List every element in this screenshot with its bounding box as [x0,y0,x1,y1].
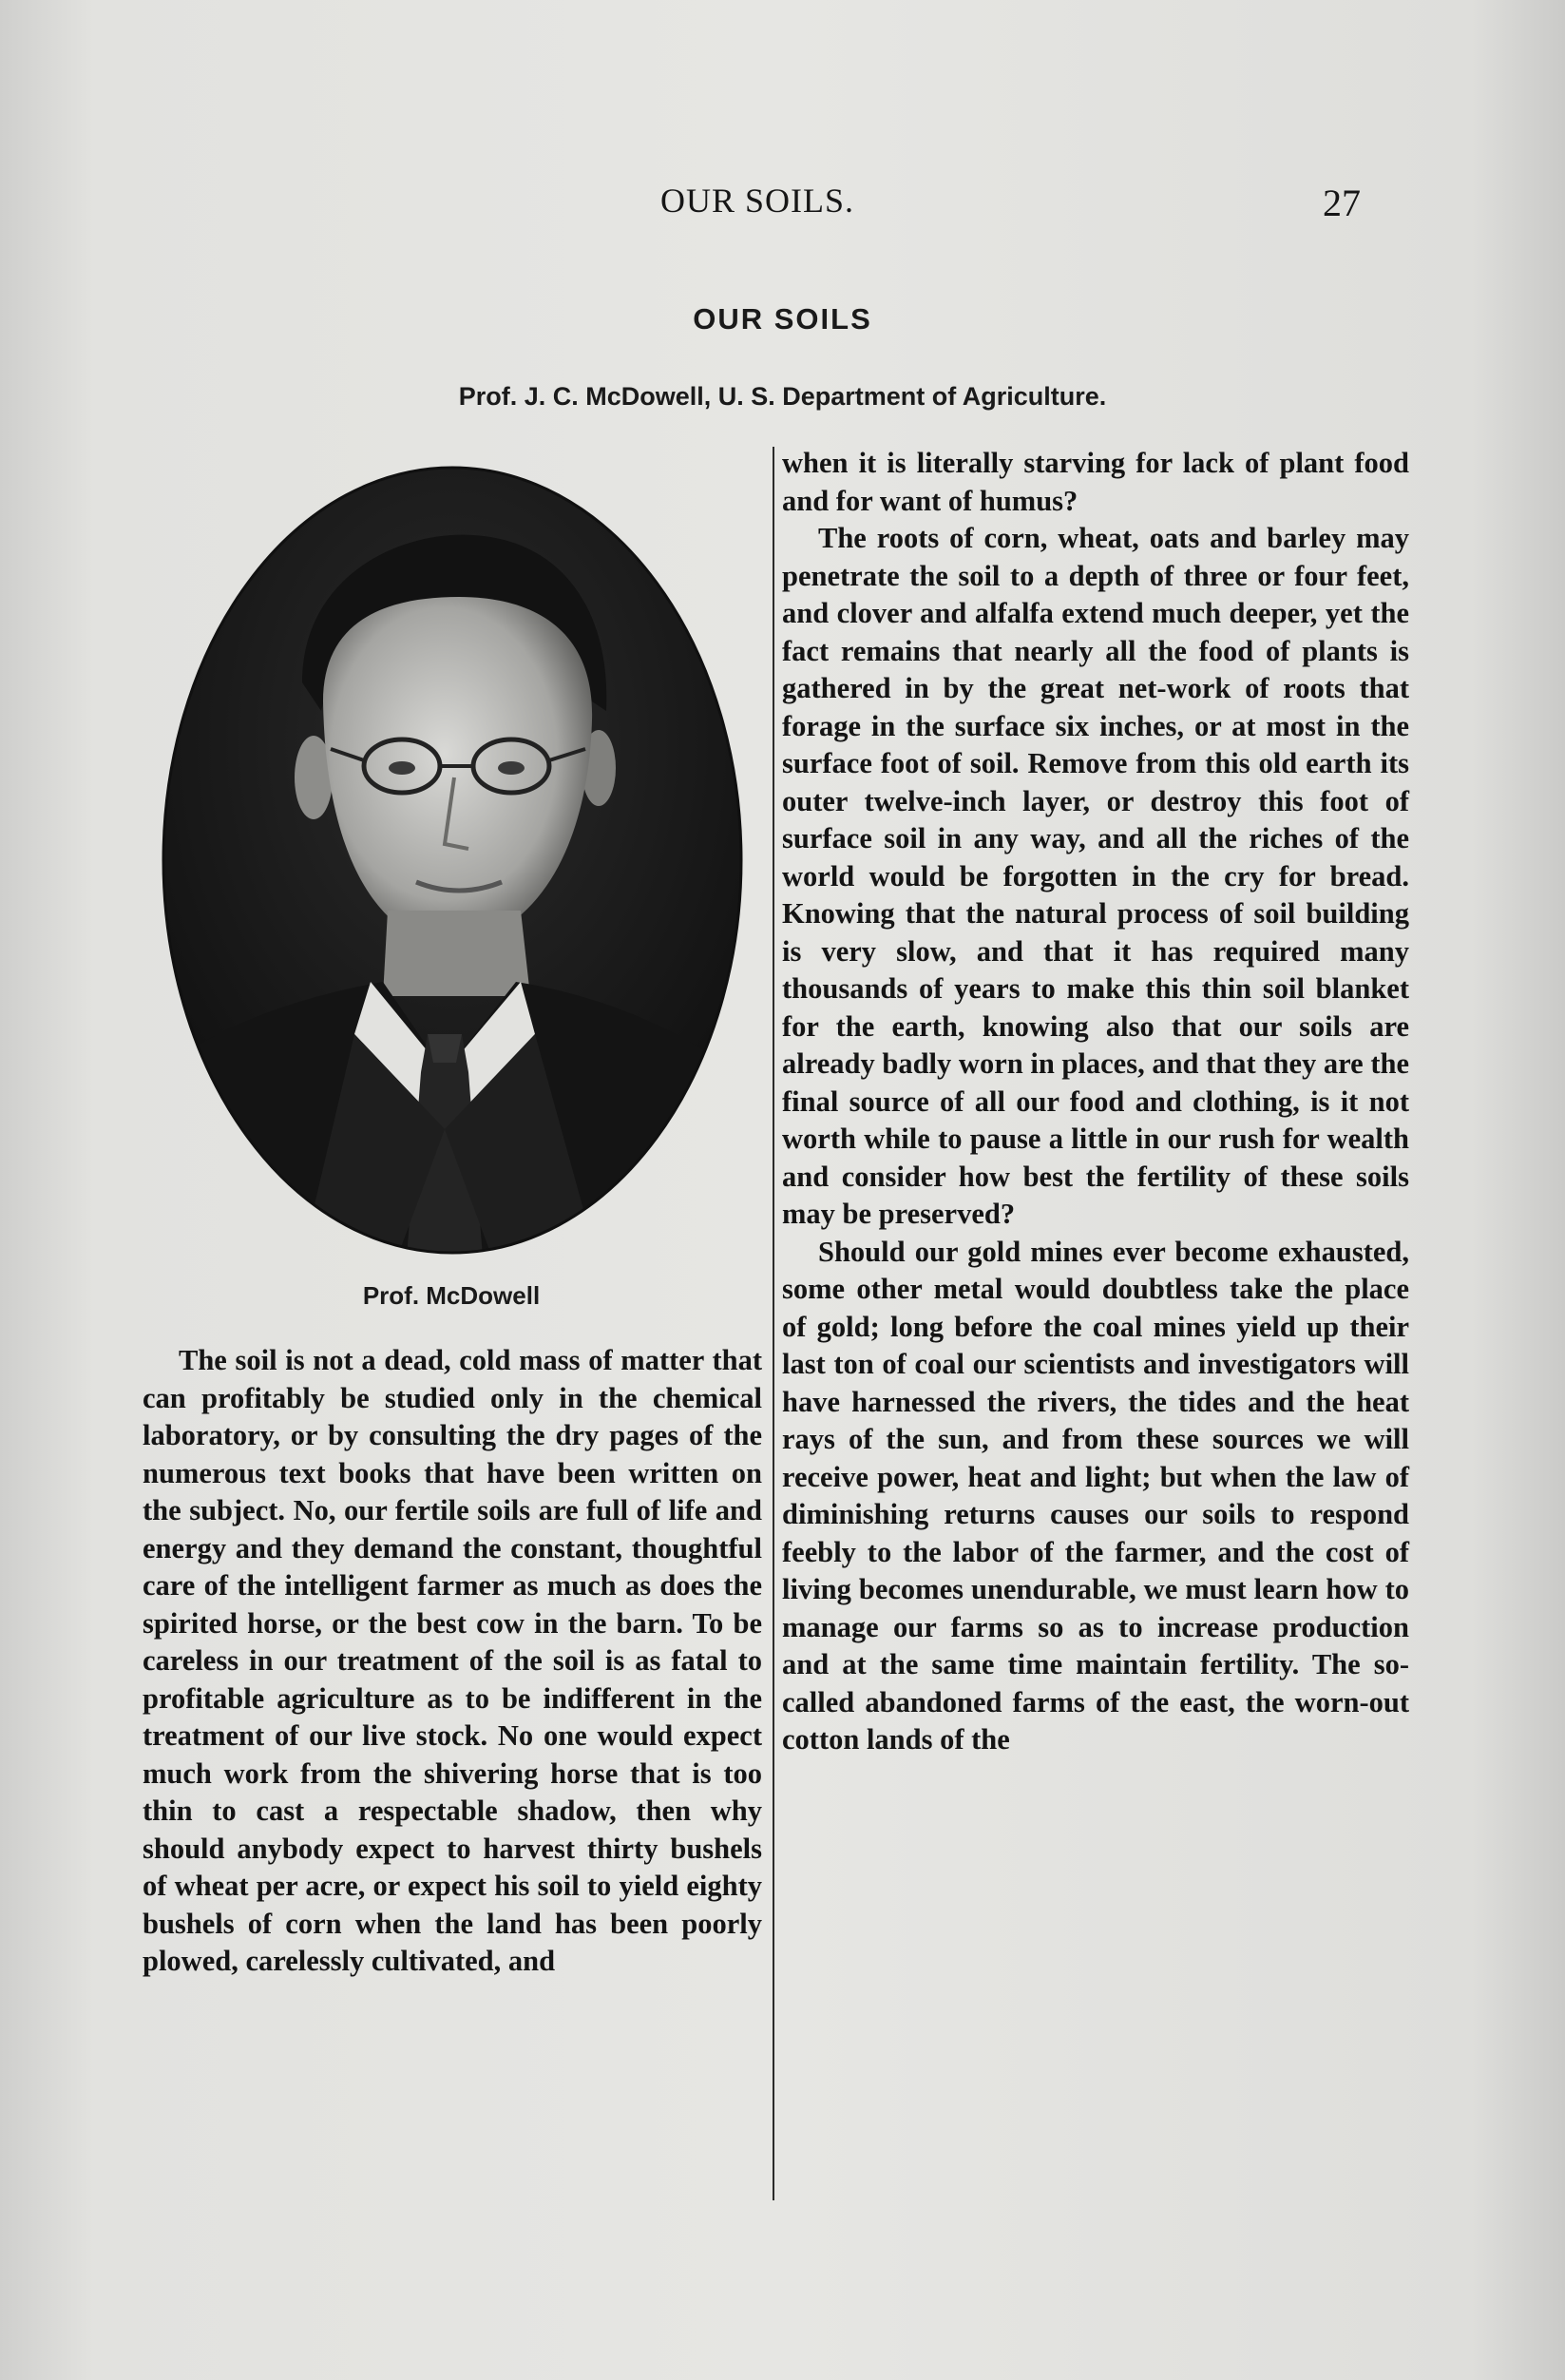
article-title: OUR SOILS [693,302,872,336]
article-byline: Prof. J. C. McDowell, U. S. Department of Agriculture. [458,382,1107,411]
paragraph: The roots of corn, wheat, oats and barley may penetrate the soil to a depth of three or four feet, and clover and alfalfa extend much deeper, yet the fact remains that nearly all the food of plants is gathered in by the great net-work of roots that forage in the surface six inches, or at most in the surface foot of soil. Remove from this old earth its outer twelve-inch layer, or destroy this foot of surface soil in any way, and all the riches of the world would be forgotten in the cry for bread. Knowing that the natural process of soil building is very slow, and that it has required many thousands of years to make this thin soil blanket for the earth, knowing also that our soils are already badly worn in places, and that they are the final source of all our food and clothing, is it not worth while to pause a little in our rush for wealth and consider how best the fertility of these soils may be preserved? [782,522,1409,1230]
paragraph: The soil is not a dead, cold mass of matter that can profitably be studied only in the chemical laboratory, or by consulting the dry pages of the numerous text books that have been written on the subject. No, our fertile soils are full of life and energy and they demand the constant, thoughtful care of the intelligent farmer as much as does the spirited horse, or the best cow in the barn. To be careless in our treatment of the soil is as fatal to profitable agriculture as to be indifferent in the treatment of our live stock. No one would expect much work from the shivering horse that is too thin to cast a respectable shadow, then why should anybody expect to harvest thirty bushels of wheat per acre, or expect his soil to yield eighty bushels of corn when the land has been poorly plowed, carelessly cultivated, and [143,1344,762,1977]
page-number: 27 [1323,182,1361,224]
running-head [0,181,1565,228]
right-column [782,445,1409,1759]
portrait-photo [160,464,746,1257]
paragraph: when it is literally starving for lack of plant food and for want of humus? [782,447,1409,517]
paragraph: Should our gold mines ever become exhausted, some other metal would doubtless take the place of gold; long before the coal mines yield up their last ton of coal our scientists and investigators will have harnessed the rivers, the tides and the heat rays of the sun, and from these sources we will receive power, heat and light; but when the law of diminishing returns causes our soils to respond feebly to the labor of the farmer, and the cost of living becomes unendurable, we must learn how to manage our farms so as to increase production and at the same time maintain fertility. The so-called abandoned farms of the east, the worn-out cotton lands of the [782,1235,1409,1756]
column-divider [773,1720,774,2200]
column-divider [773,447,774,1730]
portrait-caption: Prof. McDowell [362,1281,541,1310]
left-column [143,1342,762,1981]
running-title: OUR SOILS. [660,182,855,220]
